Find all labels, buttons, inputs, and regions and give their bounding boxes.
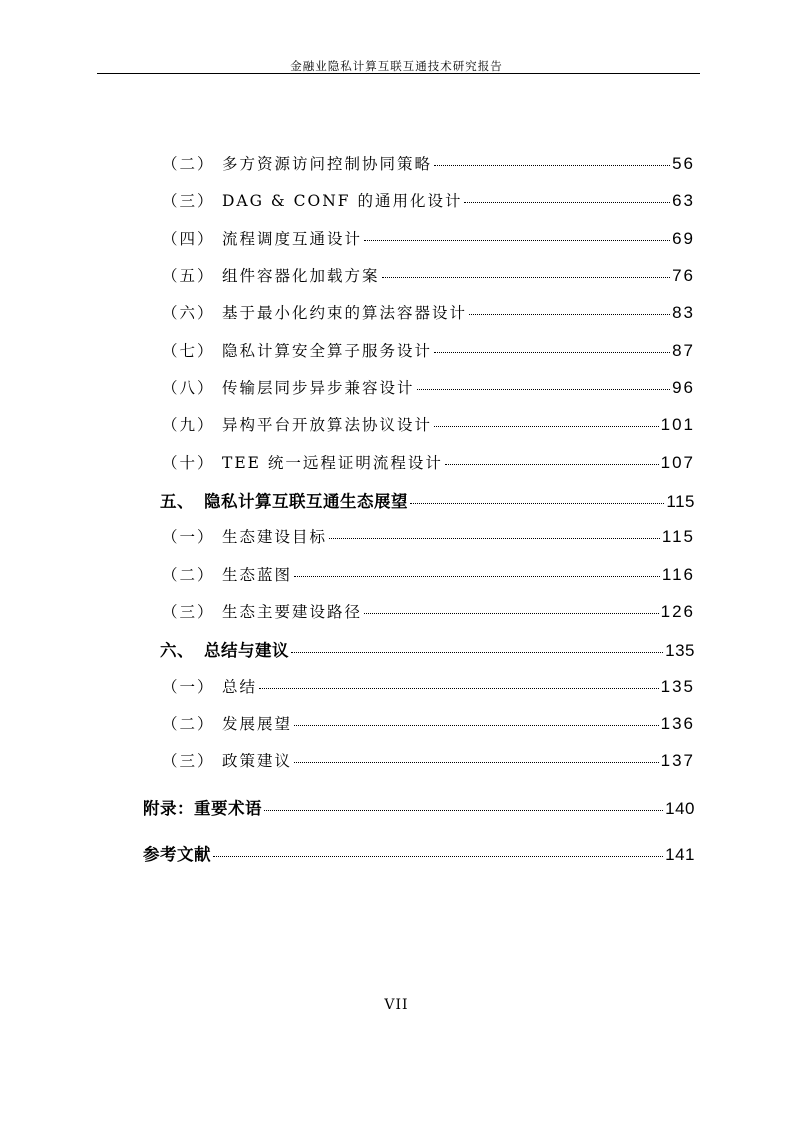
toc-entry-page[interactable]: 63 <box>672 191 695 210</box>
toc-entry-number: （九） <box>162 416 215 434</box>
toc-dot-leader <box>434 426 659 427</box>
toc-dot-leader <box>364 240 670 241</box>
toc-entry-number: （三） <box>162 603 215 621</box>
toc-dot-leader <box>294 762 659 763</box>
toc-dot-leader <box>445 464 659 465</box>
toc-chapter[interactable] <box>143 841 695 865</box>
toc-entry-number: （三） <box>162 752 215 770</box>
running-header-title: 金融业隐私计算互联互通技术研究报告 <box>290 59 503 73</box>
toc-entry-number: （一） <box>162 528 215 546</box>
toc-dot-leader <box>329 538 660 539</box>
toc-entry-title[interactable]: 组件容器化加载方案 <box>222 267 380 285</box>
toc-entry-page[interactable]: 137 <box>660 751 695 770</box>
toc-section-title[interactable]: 总结与建议 <box>204 641 289 660</box>
toc-entry-page[interactable]: 107 <box>660 453 695 472</box>
toc-chapter[interactable] <box>143 795 695 819</box>
toc-dot-leader <box>213 856 663 857</box>
page-number: VII <box>384 997 409 1013</box>
toc-entry[interactable] <box>162 712 695 736</box>
toc-entry[interactable] <box>162 339 695 363</box>
toc-entry-title[interactable]: 政策建议 <box>222 752 293 770</box>
toc-entry-title[interactable]: 异构平台开放算法协议设计 <box>222 416 433 434</box>
toc-entry-page[interactable]: 69 <box>672 229 695 248</box>
toc-section-page[interactable]: 115 <box>666 492 695 511</box>
toc-entry-page[interactable]: 136 <box>660 714 695 733</box>
toc-entry[interactable] <box>162 413 695 437</box>
toc-entry-number: （三） <box>162 192 215 210</box>
toc-entry-page[interactable]: 101 <box>660 415 695 434</box>
toc-entry-title[interactable]: 发展展望 <box>222 715 293 733</box>
toc-entry-title[interactable]: DAG & CONF 的通用化设计 <box>222 192 463 210</box>
toc-dot-leader <box>417 389 671 390</box>
toc-entry[interactable] <box>162 675 695 699</box>
toc-entry-number: （二） <box>162 566 215 584</box>
toc-entry-number: （七） <box>162 342 215 360</box>
header-divider <box>97 73 700 74</box>
toc-entry[interactable] <box>162 376 695 400</box>
toc-entry-title[interactable]: 传输层同步异步兼容设计 <box>222 379 415 397</box>
toc-section-title[interactable]: 隐私计算互联互通生态展望 <box>204 492 408 511</box>
toc-section-page[interactable]: 135 <box>665 641 695 660</box>
toc-entry-number: （二） <box>162 715 215 733</box>
toc-section-number: 五、 <box>160 492 194 511</box>
toc-chapter-page[interactable]: 141 <box>665 845 695 864</box>
toc-entry-number: （八） <box>162 379 215 397</box>
toc-dot-leader <box>259 688 659 689</box>
toc-entry[interactable] <box>162 600 695 624</box>
toc-entry[interactable] <box>162 189 695 213</box>
toc-dot-leader <box>434 352 670 353</box>
toc-entry-number: （五） <box>162 267 215 285</box>
toc-section[interactable] <box>160 488 695 512</box>
toc-dot-leader <box>382 277 671 278</box>
toc-entry-page[interactable]: 76 <box>672 266 695 285</box>
toc-entry-title[interactable]: 生态主要建设路径 <box>222 603 363 621</box>
toc-dot-leader <box>291 652 663 653</box>
toc-entry-number: （六） <box>162 304 215 322</box>
toc-chapter-page[interactable]: 140 <box>665 799 695 818</box>
toc-entry-number: （二） <box>162 155 215 173</box>
toc-entry-title[interactable]: 隐私计算安全算子服务设计 <box>222 342 433 360</box>
toc-dot-leader <box>410 503 664 504</box>
toc-entry-page[interactable]: 135 <box>660 677 695 696</box>
toc-entry-title[interactable]: 生态建设目标 <box>222 528 328 546</box>
toc-entry-title[interactable]: 流程调度互通设计 <box>222 230 363 248</box>
toc-entry-title[interactable]: 生态蓝图 <box>222 566 293 584</box>
toc-entry-page[interactable]: 126 <box>660 602 695 621</box>
toc-entry-title[interactable]: 总结 <box>222 678 258 696</box>
toc-entry-page[interactable]: 83 <box>672 303 695 322</box>
toc-dot-leader <box>364 613 659 614</box>
toc-entry-page[interactable]: 115 <box>661 527 695 546</box>
toc-entry-title[interactable]: TEE 统一远程证明流程设计 <box>222 454 443 472</box>
toc-entry[interactable] <box>162 227 695 251</box>
toc-entry-page[interactable]: 56 <box>672 154 695 173</box>
toc-entry[interactable] <box>162 749 695 773</box>
toc-entry-page[interactable]: 96 <box>672 378 695 397</box>
toc-dot-leader <box>434 165 670 166</box>
toc-chapter-title[interactable]: 参考文献 <box>143 845 211 864</box>
toc-entry[interactable] <box>162 563 695 587</box>
toc-dot-leader <box>294 725 659 726</box>
toc-entry-page[interactable]: 87 <box>672 341 695 360</box>
toc-chapter-title[interactable]: 附录：重要术语 <box>143 799 262 818</box>
toc-entry[interactable] <box>162 525 695 549</box>
toc-entry[interactable] <box>162 451 695 475</box>
toc-entry[interactable] <box>162 152 695 176</box>
toc-entry-number: （十） <box>162 454 215 472</box>
toc-entry[interactable] <box>162 264 695 288</box>
toc-entry-title[interactable]: 基于最小化约束的算法容器设计 <box>222 304 468 322</box>
toc-dot-leader <box>464 202 670 203</box>
toc-section[interactable] <box>160 637 695 661</box>
toc-dot-leader <box>294 576 660 577</box>
toc-entry-title[interactable]: 多方资源访问控制协同策略 <box>222 155 433 173</box>
toc-entry-number: （四） <box>162 230 215 248</box>
toc-entry[interactable] <box>162 301 695 325</box>
toc-entry-page[interactable]: 116 <box>661 565 695 584</box>
toc-entry-number: （一） <box>162 678 215 696</box>
toc-dot-leader <box>264 810 663 811</box>
toc-dot-leader <box>469 314 670 315</box>
toc-section-number: 六、 <box>160 641 194 660</box>
